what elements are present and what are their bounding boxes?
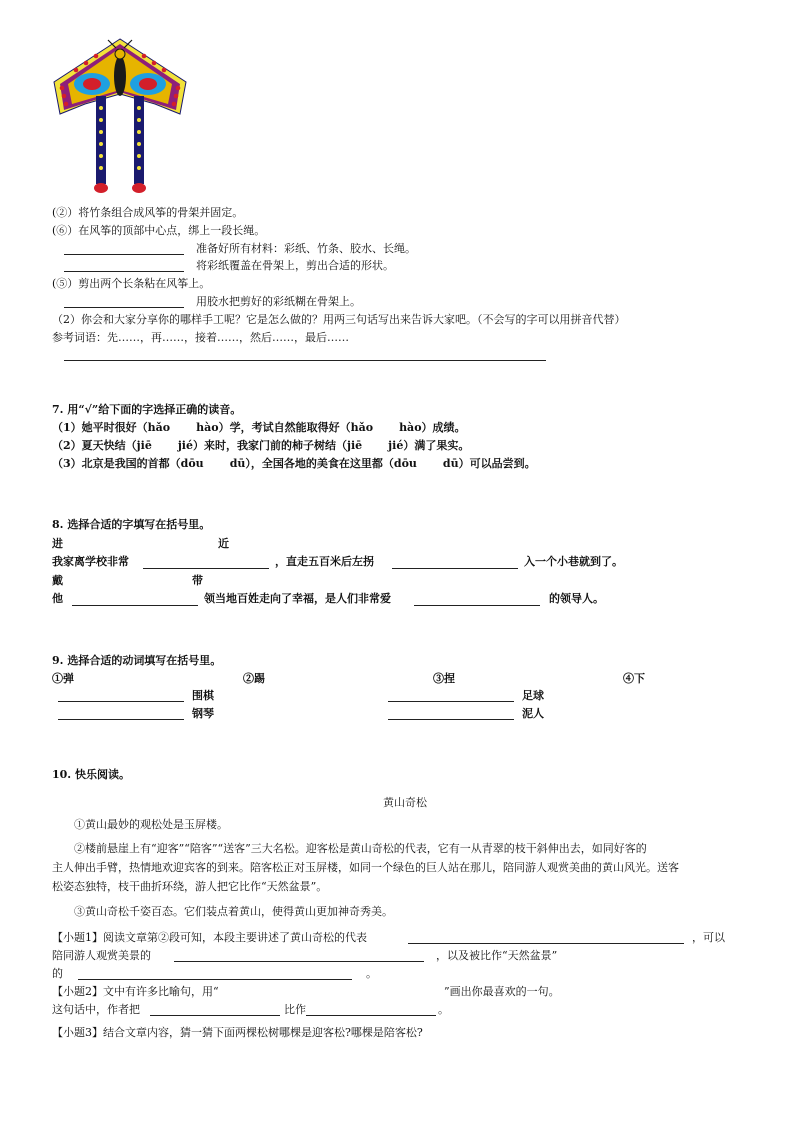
- sub-question-2: （2）你会和大家分享你的哪样手工呢？它是怎么做的？用两三句话写出来告诉大家吧。（不会写的字可以用拼音代替）: [52, 313, 626, 326]
- target-char: 都: [371, 457, 383, 470]
- answer-blank[interactable]: [388, 719, 514, 720]
- answer-blank[interactable]: [78, 979, 352, 980]
- answer-line[interactable]: [64, 360, 546, 361]
- answer-blank[interactable]: [64, 307, 184, 308]
- text: ，以及被比作“天然盆景”: [436, 949, 558, 962]
- pinyin-option[interactable]: dū）: [442, 457, 470, 470]
- pinyin-option[interactable]: （jiē: [125, 439, 152, 452]
- answer-blank[interactable]: [174, 961, 424, 962]
- pinyin-option[interactable]: （dōu: [382, 457, 417, 470]
- answer-blank[interactable]: [72, 605, 198, 606]
- sub-question-3: 【小题3】结合文章内容，猜一猜下面两棵松树哪棵是迎客松?哪棵是陪客松?: [52, 1026, 423, 1039]
- question-7-title: 7. 用“√”给下面的字选择正确的读音。: [52, 403, 242, 416]
- pinyin-option[interactable]: jié）: [388, 439, 415, 452]
- sentence-part: 我家离学校非常: [52, 555, 129, 568]
- answer-blank[interactable]: [64, 271, 184, 272]
- text: 。: [366, 967, 377, 980]
- text: 。: [438, 1003, 449, 1016]
- text: ，全国各地的美食在这里: [250, 457, 372, 470]
- sentence-part: 领当地百姓走向了幸福，是人们非常爱: [204, 592, 391, 605]
- paragraph-2-line: 松姿态独特，枝干曲折环绕，游人把它比作“天然盆景”。: [52, 880, 328, 893]
- item-label: 围棋: [192, 689, 214, 702]
- text: （2）夏天快: [52, 439, 115, 452]
- text: 比作: [284, 1003, 306, 1016]
- target-char: 好: [125, 421, 137, 434]
- answer-blank[interactable]: [392, 568, 518, 569]
- answer-blank[interactable]: [58, 719, 184, 720]
- paragraph-3: ③黄山奇松千姿百态。它们装点着黄山，使得黄山更加神奇秀美。: [74, 905, 393, 918]
- question-9-title: 9. 选择合适的动词填写在括号里。: [52, 654, 222, 667]
- pinyin-option[interactable]: jié）: [177, 439, 204, 452]
- word-choice: 近: [218, 537, 229, 550]
- text: ，可以: [692, 931, 725, 944]
- option-3: ③捏: [433, 672, 455, 685]
- option-4: ④下: [623, 672, 645, 685]
- pinyin-option[interactable]: （jiē: [336, 439, 363, 452]
- pinyin-option[interactable]: （dōu: [169, 457, 204, 470]
- text: 成绩。: [432, 421, 466, 434]
- text: 来时，我家门前的柿子树: [204, 439, 325, 452]
- item-label: 足球: [522, 689, 544, 702]
- item-label: 泥人: [522, 707, 544, 720]
- q7-line-3: [52, 457, 536, 471]
- step-text: 将彩纸覆盖在骨架上，剪出合适的形状。: [196, 259, 394, 272]
- word-choice: 戴: [52, 574, 63, 587]
- text: （1）她平时很: [52, 421, 126, 434]
- sentence-part: 的领导人。: [549, 592, 604, 605]
- answer-blank[interactable]: [150, 1015, 280, 1016]
- answer-blank[interactable]: [64, 254, 184, 255]
- sentence-part: 他: [52, 592, 63, 605]
- target-char: 好: [328, 421, 340, 434]
- answer-blank[interactable]: [388, 701, 514, 702]
- text: 的: [52, 967, 63, 980]
- sub-question-1: 【小题1】阅读文章第②段可知，本段主要讲述了黄山奇松的代表: [52, 931, 367, 944]
- target-char: 都: [158, 457, 170, 470]
- butterfly-kite-image: [50, 36, 190, 196]
- sub-question-2: 【小题2】文中有许多比喻句，用“: [52, 985, 219, 998]
- reference-words: 参考词语：先……，再……，接着……，然后……，最后……: [52, 331, 349, 344]
- text: 满了果实。: [414, 439, 470, 452]
- text: ”画出你最喜欢的一句。: [444, 985, 560, 998]
- answer-blank[interactable]: [143, 568, 269, 569]
- pinyin-option[interactable]: hào）: [196, 421, 230, 434]
- text: （3）北京是我国的首: [52, 457, 159, 470]
- step-2: (②）将竹条组合成风筝的骨架并固定。: [52, 206, 244, 219]
- pinyin-option[interactable]: （hǎo: [136, 421, 171, 434]
- question-8-title: 8. 选择合适的字填写在括号里。: [52, 518, 211, 531]
- item-label: 钢琴: [192, 707, 214, 720]
- text: 学，考试自然能取得: [229, 421, 329, 434]
- q7-line-2: [52, 439, 469, 453]
- step-text: 准备好所有材料：彩纸、竹条、胶水、长绳。: [196, 242, 416, 255]
- target-char: 结: [325, 439, 336, 452]
- question-10-title: 10. 快乐阅读。: [52, 768, 130, 781]
- text: 可以品尝到。: [469, 457, 536, 470]
- step-6: (⑥）在风筝的顶部中心点，绑上一段长绳。: [52, 224, 266, 237]
- paragraph-1: ①黄山最妙的观松处是玉屏楼。: [74, 818, 228, 831]
- paragraph-2-line: ②楼前悬崖上有“迎客”“陪客”“送客”三大名松。迎客松是黄山奇松的代表，它有一从青翠的枝干斜伸出去，如同好客的: [74, 842, 647, 855]
- text: 陪同游人观赏美景的: [52, 949, 151, 962]
- answer-blank[interactable]: [58, 701, 184, 702]
- target-char: 结: [114, 439, 126, 452]
- pinyin-option[interactable]: hào）: [399, 421, 433, 434]
- sentence-part: 入一个小巷就到了。: [524, 555, 623, 568]
- pinyin-option[interactable]: （hǎo: [339, 421, 374, 434]
- sentence-part: ，直走五百米后左拐: [275, 555, 374, 568]
- answer-blank[interactable]: [306, 1015, 436, 1016]
- step-text: 用胶水把剪好的彩纸糊在骨架上。: [196, 295, 361, 308]
- pinyin-option[interactable]: dū）: [229, 457, 251, 470]
- step-5: (⑤）剪出两个长条粘在风筝上。: [52, 277, 211, 290]
- word-choice: 带: [192, 574, 203, 587]
- option-1: ①弹: [52, 672, 74, 685]
- article-title: 黄山奇松: [383, 796, 427, 809]
- q7-line-1: [52, 421, 466, 435]
- answer-blank[interactable]: [414, 605, 540, 606]
- word-choice: 进: [52, 537, 63, 550]
- answer-blank[interactable]: [408, 943, 684, 944]
- text: 这句话中，作者把: [52, 1003, 140, 1016]
- option-2: ②踢: [243, 672, 265, 685]
- paragraph-2-line: 主人伸出手臂，热情地欢迎宾客的到来。陪客松正对玉屏楼，如同一个绿色的巨人站在那儿，陪同游人观赏美曲的黄山风光。送客: [52, 861, 679, 874]
